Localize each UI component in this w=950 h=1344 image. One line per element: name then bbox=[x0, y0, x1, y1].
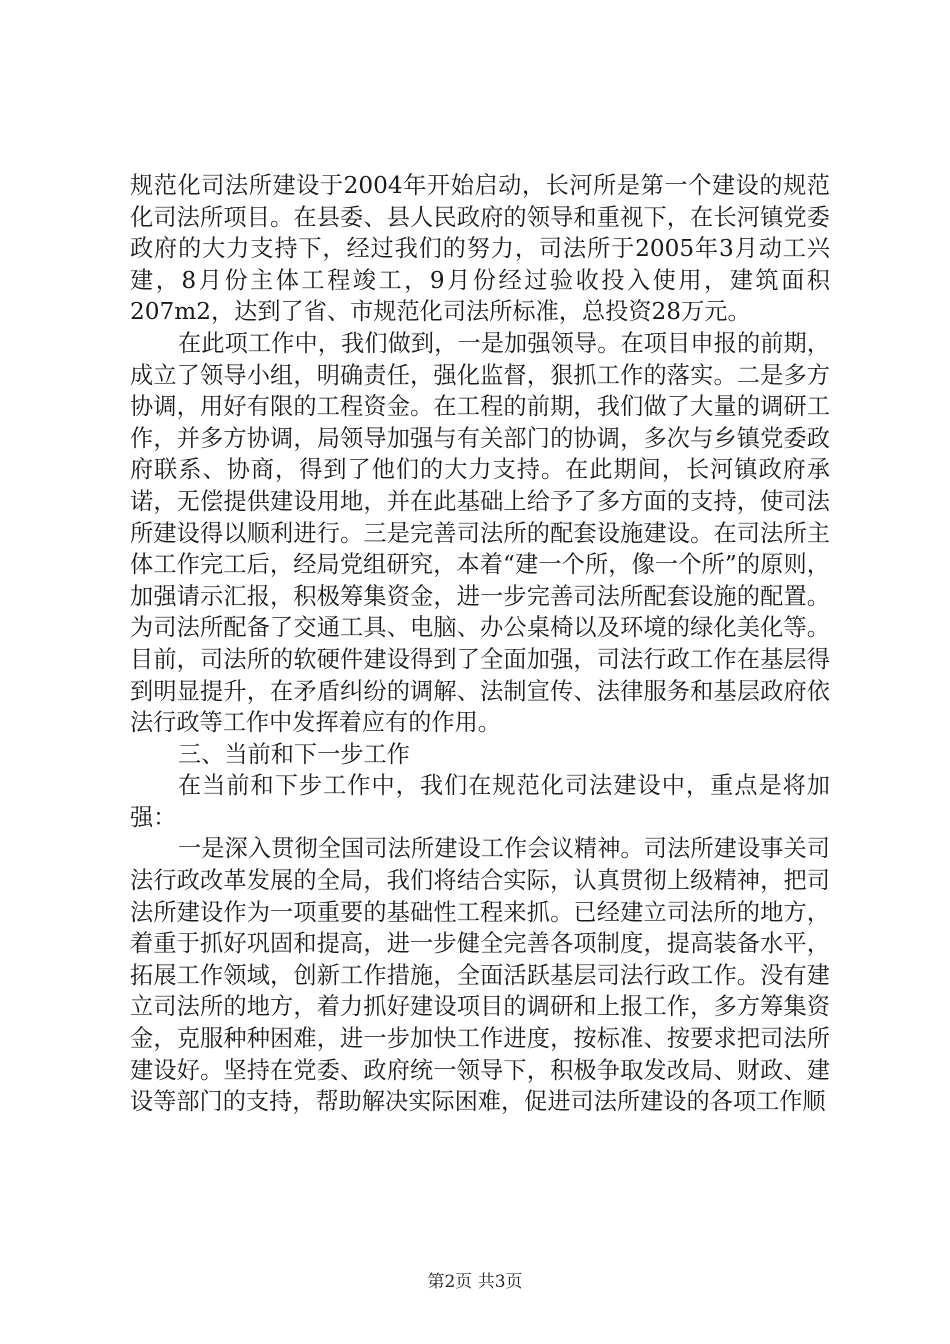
document-body bbox=[130, 170, 830, 1118]
page-number-indicator: 第2页 共3页 bbox=[427, 1272, 523, 1292]
section-heading-next-steps: 三、当前和下一步工作 bbox=[178, 740, 410, 768]
paragraph-measures: 在此项工作中，我们做到，一是加强领导。在项目申报的前期，成立了领导小组，明确责任，强化监督，狠抓工作的落实。二是多方协调，用好有限的工程资金。在工程的前期，我们做了大量的调研工作，并多方协调，局领导加强与有关部门的协调，多次与乡镇党委政府联系、协商，得到了他们的大力支持。在此期间，长河镇政府承诺，无偿提供建设用地，并在此基础上给予了多方面的支持，使司法所建设得以顺利进行。三是完善司法所的配套设施建设。在司法所主体工作完工后，经局党组研究，本着“建一个所，像一个所”的原则，加强请示汇报，积极筹集资金，进一步完善司法所配套设施的配置。为司法所配备了交通工具、电脑、办公桌椅以及环境的绿化美化等。目前，司法所的软硬件建设得到了全面加强，司法行政工作在基层得到明显提升，在矛盾纠纷的调解、法制宣传、法律服务和基层政府依法行政等工作中发挥着应有的作用。 bbox=[130, 329, 830, 737]
page-footer bbox=[0, 1272, 950, 1292]
paragraph-intro: 规范化司法所建设于2004年开始启动，长河所是第一个建设的规范化司法所项目。在县委、县人民政府的领导和重视下，在长河镇党委政府的大力支持下，经过我们的努力，司法所于2005年3月动工兴建，8月份主体工程竣工，9月份经过验收投入使用，建筑面积207m2，达到了省、市规范化司法所标准，总投资28万元。 bbox=[130, 172, 830, 326]
paragraph-next-steps-intro: 在当前和下步工作中，我们在规范化司法建设中，重点是将加强： bbox=[130, 772, 830, 831]
paragraph-point-one: 一是深入贯彻全国司法所建设工作会议精神。司法所建设事关司法行政改革发展的全局，我们将结合实际，认真贯彻上级精神，把司法所建设作为一项重要的基础性工程来抓。已经建立司法所的地方，着重于抓好巩固和提高，进一步健全完善各项制度，提高装备水平，拓展工作领域，创新工作措施，全面活跃基层司法行政工作。没有建立司法所的地方，着力抓好建设项目的调研和上报工作，多方筹集资金，克服种种困难，进一步加快工作进度，按标准、按要求把司法所建设好。坚持在党委、政府统一领导下，积极争取发改局、财政、建设等部门的支持，帮助解决实际困难，促进司法所建设的各项工作顺 bbox=[130, 835, 830, 1116]
